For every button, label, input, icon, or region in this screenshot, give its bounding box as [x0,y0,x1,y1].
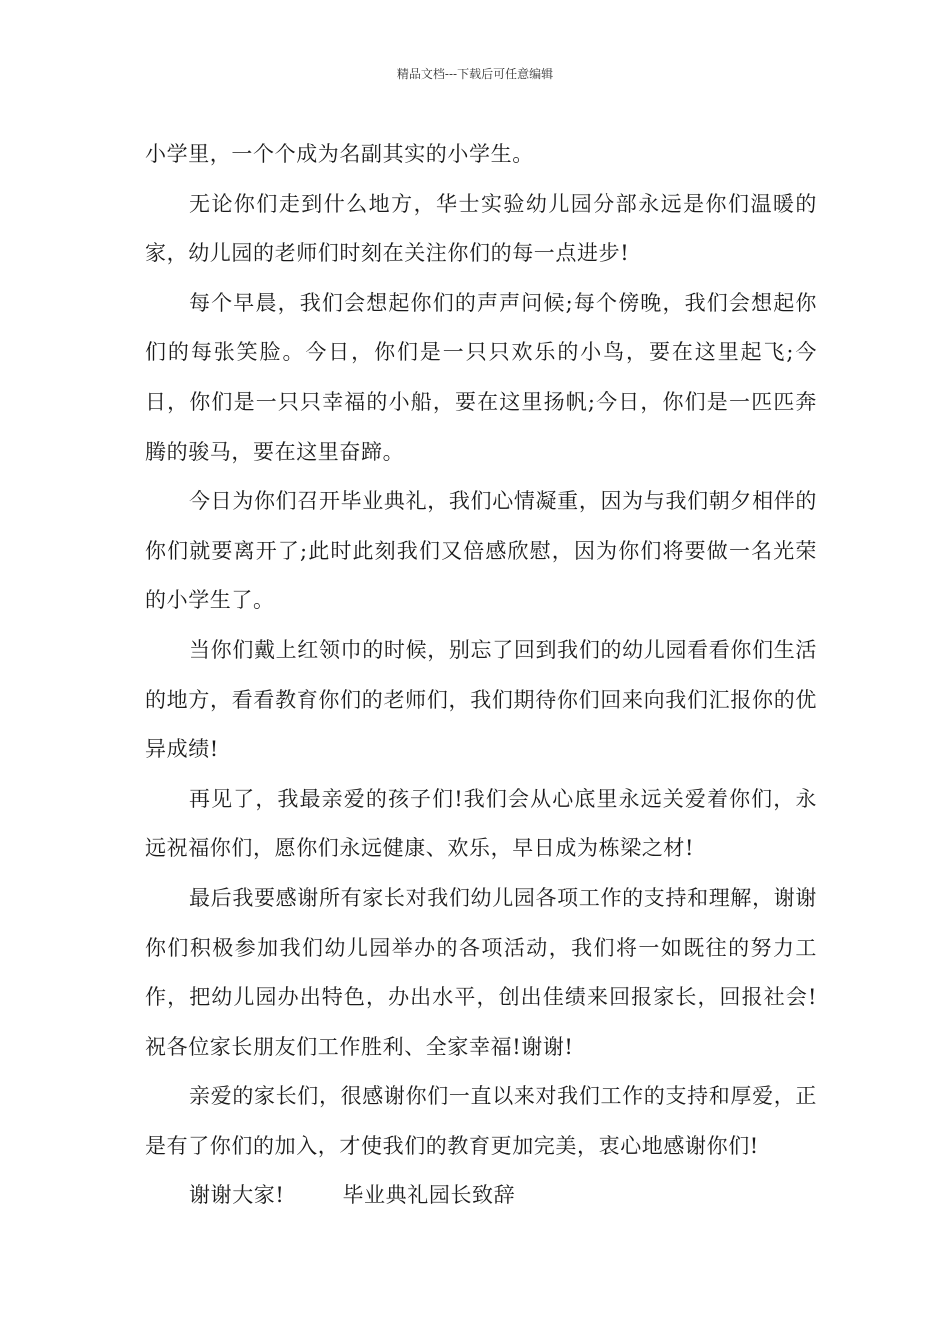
paragraph: 无论你们走到什么地方，华士实验幼儿园分部永远是你们温暖的家，幼儿园的老师们时刻在关注你们的每一点进步! [145,191,817,266]
paragraph: 最后我要感谢所有家长对我们幼儿园各项工作的支持和理解，谢谢你们积极参加我们幼儿园举办的各项活动，我们将一如既往的努力工作，把幼儿园办出特色，办出水平，创出佳绩来回报家长，回报社会!祝各位家长朋友们工作胜利、全家幸福!谢谢! [145,885,817,1059]
closing-thanks: 谢谢大家! [189,1183,285,1208]
document-body [145,130,817,1221]
closing-title: 毕业典礼园长致辞 [342,1183,516,1208]
closing-line [145,1171,817,1221]
paragraph: 亲爱的家长们，很感谢你们一直以来对我们工作的支持和厚爱，正是有了你们的加入，才使我们的教育更加完美，衷心地感谢你们! [145,1084,817,1158]
paragraph: 当你们戴上红领巾的时候，别忘了回到我们的幼儿园看看你们生活的地方，看看教育你们的老师们，我们期待你们回来向我们汇报你的优异成绩! [145,637,817,762]
paragraph: 每个早晨，我们会想起你们的声声问候;每个傍晚，我们会想起你们的每张笑脸。今日，你们是一只只欢乐的小鸟，要在这里起飞;今日，你们是一只只幸福的小船，要在这里扬帆;今日，你们是一匹匹奔腾的骏马，要在这里奋蹄。 [145,290,817,464]
paragraph: 今日为你们召开毕业典礼，我们心情凝重，因为与我们朝夕相伴的你们就要离开了;此时此刻我们又倍感欣慰，因为你们将要做一名光荣的小学生了。 [145,489,817,613]
paragraph: 小学里，一个个成为名副其实的小学生。 [145,142,534,166]
paragraph: 再见了，我最亲爱的孩子们!我们会从心底里永远关爱着你们，永远祝福你们，愿你们永远健康、欢乐，早日成为栋梁之材! [145,786,817,861]
page-header: 精品文档---下载后可任意编辑 [396,67,554,81]
